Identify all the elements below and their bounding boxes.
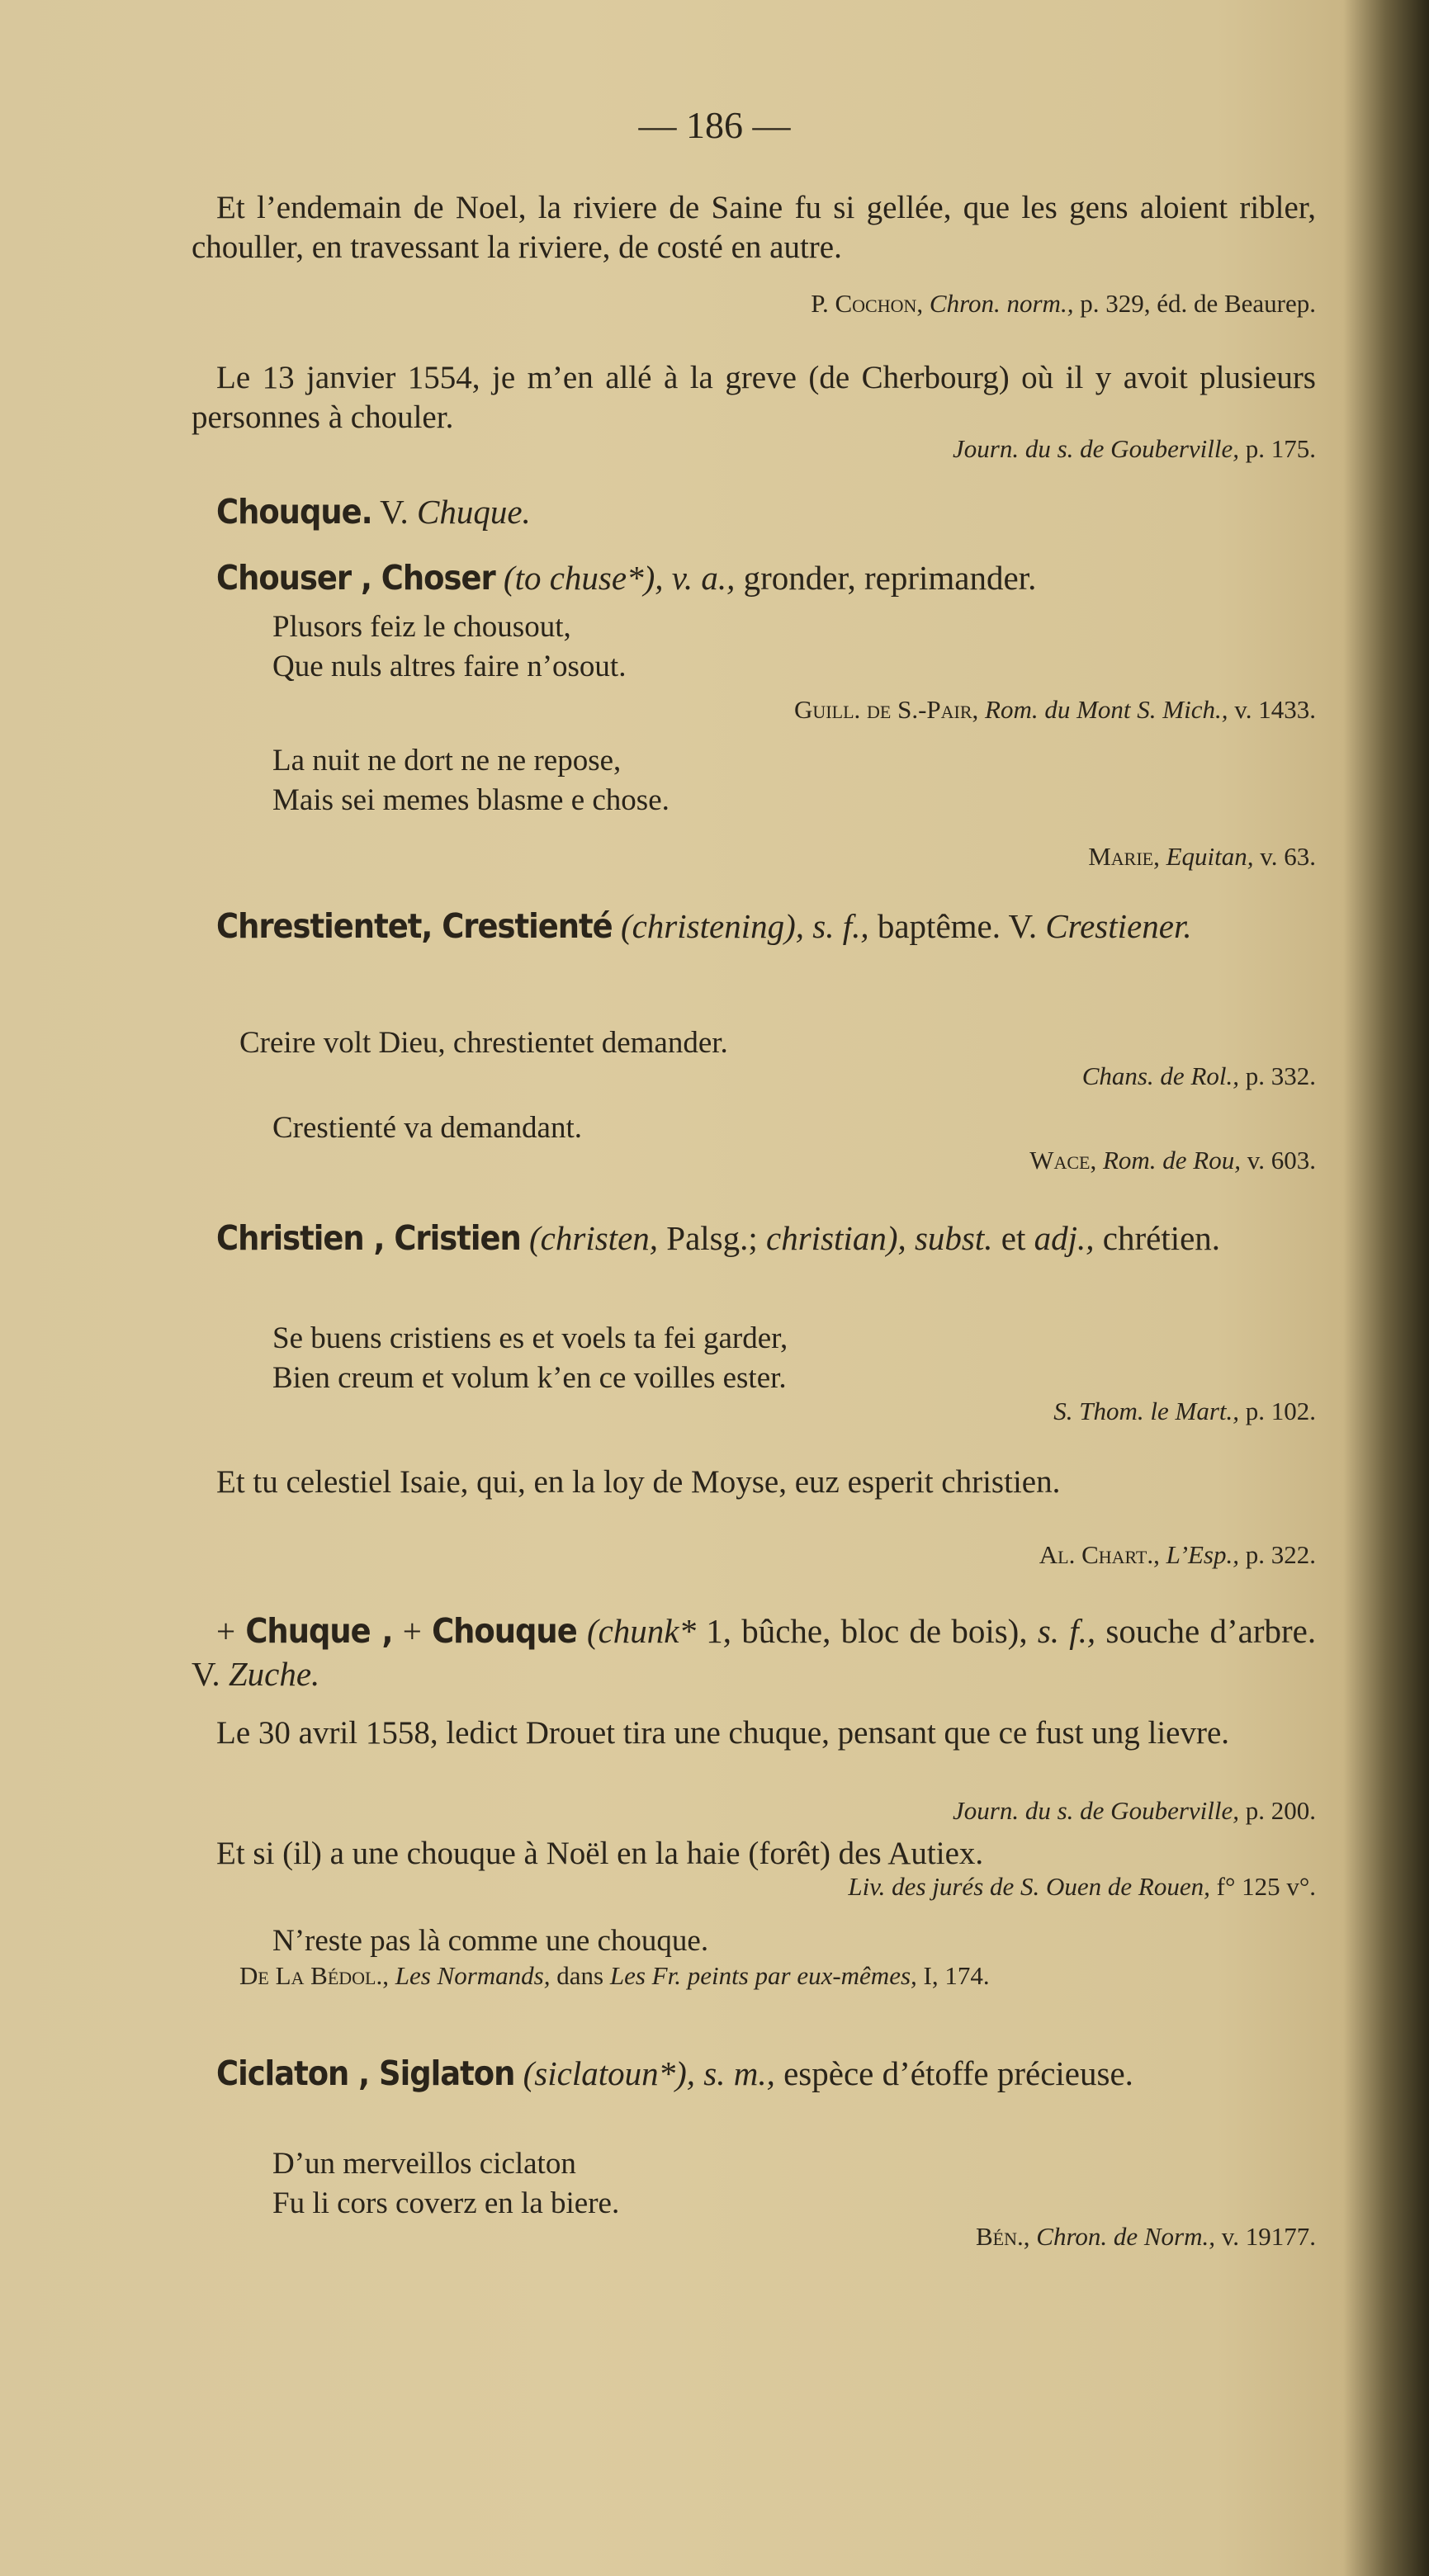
headword: Chouser , Choser [216, 558, 495, 598]
verse-quotation [272, 607, 626, 687]
entry-chouser [192, 558, 1316, 598]
citation-work: Chron. norm., [929, 289, 1074, 318]
citation-work: Rom. de Rou, [1102, 1146, 1241, 1175]
grammar: s. f., [812, 907, 869, 945]
quotation-paragraph: Le 13 janvier 1554, je m’en allé à la greve (de Cherbourg) où il y avoit plusieurs personnes à chouler. [192, 360, 1316, 435]
citation [953, 432, 1316, 466]
citation [1039, 1539, 1316, 1572]
citation-work: Rom. du Mont S. Mich., [985, 695, 1228, 724]
citation-work: Les Normands, [395, 1961, 551, 1990]
citation-ref: v. 63. [1260, 842, 1316, 871]
citation-ref: p. 175. [1245, 434, 1316, 463]
citation-author: Marie, [1088, 842, 1160, 871]
quotation-paragraph: Et tu celestiel Isaie, qui, en la loy de Moyse, euz esperit christien. [216, 1464, 1061, 1500]
verse-line: N’reste pas là comme une chouque. [272, 1924, 709, 1958]
verse-line: Bien creum et volum k’en ce voilles ester. [272, 1361, 787, 1395]
citation-ref: p. 200. [1245, 1796, 1316, 1825]
headword: Christien , Cristien [216, 1218, 521, 1258]
citation-work: Les Fr. peints par eux-mêmes, [609, 1961, 917, 1990]
citation [1082, 1060, 1316, 1093]
quotation-paragraph: Et si (il) a une chouque à Noël en la haie (forêt) des Autiex. [216, 1836, 984, 1871]
etymology: (to chuse*), [503, 559, 664, 597]
entry-chuque [192, 1609, 1316, 1695]
grammar: adj., [1034, 1219, 1095, 1257]
citation-ref: p. 322. [1245, 1540, 1316, 1569]
verse-line: Fu li cors coverz en la biere. [272, 2186, 620, 2220]
borrowing-mark: + [402, 1612, 422, 1650]
citation-author: P. Cochon, [811, 289, 924, 318]
citation [1029, 1144, 1316, 1177]
citation-ref: p. 329, éd. de Beaurep. [1080, 289, 1316, 318]
definition: baptême. V. [877, 907, 1038, 945]
verse-line: Plusors feiz le chousout, [272, 610, 571, 644]
citation [239, 1959, 1314, 1992]
citation-ref: p. 332. [1245, 1061, 1316, 1090]
citation-ref: v. 19177. [1221, 2222, 1316, 2251]
headword: Chrestientet, Crestienté [216, 906, 613, 946]
verse-line: D’un merveillos ciclaton [272, 2147, 576, 2181]
citation-ref: I, 174. [923, 1961, 990, 1990]
entry-ciclaton [192, 2052, 1316, 2095]
citation-ref: v. 1433. [1234, 695, 1316, 724]
cross-reference: Chuque. [417, 493, 531, 531]
citation-work: Chron. de Norm., [1036, 2222, 1215, 2251]
quotation-paragraph: Le 30 avril 1558, ledict Drouet tira une chuque, pensant que ce fust ung lievre. [216, 1715, 1230, 1751]
citation-work: Liv. des jurés de S. Ouen de Rouen, [848, 1872, 1210, 1901]
citation-author: Guill. de S.-Pair, [794, 695, 979, 724]
citation [953, 1794, 1316, 1827]
citation-author: De La Bédol., [239, 1961, 389, 1990]
citation [794, 693, 1316, 726]
etymology: (christen, [529, 1219, 659, 1257]
citation-work: Journ. du s. de Gouberville, [953, 1796, 1239, 1825]
etymology: christian), [766, 1219, 906, 1257]
citation-text: dans [556, 1961, 604, 1990]
headword: Chuque , [245, 1611, 393, 1651]
etymology: (chunk* [586, 1612, 697, 1650]
verse-line: Crestienté va demandant. [272, 1111, 583, 1145]
entry-chrestientet [192, 905, 1316, 948]
entry-christien [192, 1217, 1316, 1260]
citation [848, 1870, 1316, 1903]
citation-work: Chans. de Rol., [1081, 1061, 1239, 1090]
verse-line: Creire volt Dieu, chrestientet demander. [239, 1026, 728, 1060]
definition: souche d’arbre. V. [192, 1612, 1317, 1693]
cross-reference: Crestiener. [1045, 907, 1192, 945]
citation [1053, 1395, 1316, 1428]
etymology: (siclatoun*), [523, 2054, 696, 2092]
verse-line: La nuit ne dort ne ne repose, [272, 744, 622, 778]
citation [1088, 840, 1316, 873]
verse-line: Que nuls altres faire n’osout. [272, 650, 627, 683]
citation-work: Journ. du s. de Gouberville, [953, 434, 1239, 463]
etymology-gloss: 1, bûche, bloc de bois), [706, 1612, 1028, 1650]
citation-author: Al. Chart., [1039, 1540, 1160, 1569]
citation-ref: f° 125 v°. [1216, 1872, 1316, 1901]
verse-quotation [272, 741, 670, 820]
page-number: — 186 — [638, 104, 791, 146]
cross-reference: Zuche. [228, 1655, 320, 1693]
verse-line: Mais sei memes blasme e chose. [272, 783, 670, 817]
headword: Ciclaton , Siglaton [216, 2054, 515, 2093]
grammar: s. m., [703, 2054, 775, 2092]
verse-quotation [272, 1319, 788, 1398]
grammar: s. f., [1037, 1612, 1096, 1650]
citation-ref: p. 102. [1245, 1397, 1316, 1425]
verse-quotation [272, 2144, 619, 2224]
citation [811, 287, 1316, 320]
etymology: (christening), [620, 907, 804, 945]
definition: chrétien. [1102, 1219, 1221, 1257]
etymology-source: Palsg.; [666, 1219, 758, 1257]
citation-work: S. Thom. le Mart., [1053, 1397, 1239, 1425]
quotation-paragraph: Et l’endemain de Noel, la riviere de Saine fu si gellée, que les gens aloient ribler, chouller, en travessant la riviere, de costé en autre. [192, 190, 1316, 265]
definition: gronder, reprimander. [743, 559, 1037, 597]
verse-line: Se buens cristiens es et voels ta fei garder, [272, 1321, 788, 1355]
definition: espèce d’étoffe précieuse. [783, 2054, 1133, 2092]
grammar-conj: et [1001, 1219, 1026, 1257]
citation-author: Bén., [976, 2222, 1030, 2251]
headword: Chouque [432, 1611, 577, 1651]
entry-chouque [192, 492, 1316, 532]
citation-ref: v. 603. [1247, 1146, 1316, 1175]
grammar: v. a., [671, 559, 736, 597]
citation-work: L’Esp., [1166, 1540, 1239, 1569]
citation [976, 2220, 1316, 2253]
citation-author: Wace, [1029, 1146, 1097, 1175]
see-label: V. [380, 493, 409, 531]
borrowing-mark: + [216, 1612, 236, 1650]
grammar: subst. [914, 1219, 993, 1257]
citation-work: Equitan, [1166, 842, 1254, 871]
headword: Chouque. [216, 492, 372, 532]
